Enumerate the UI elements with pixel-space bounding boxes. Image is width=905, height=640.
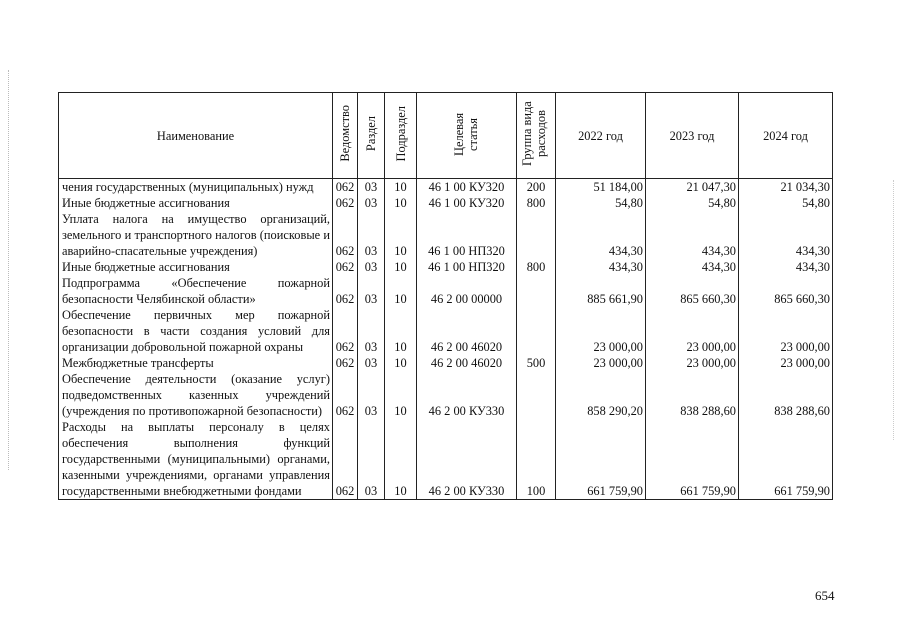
row-2022-value: 434,30 — [556, 259, 646, 275]
table-row — [59, 371, 833, 419]
row-name: Обеспечение первичных мер пожарной безопасности в части создания условий для организации добровольной пожарной охраны — [59, 307, 333, 355]
row-subsection: 10 — [385, 275, 417, 307]
row-section: 03 — [358, 275, 385, 307]
row-expense-group: 800 — [517, 259, 556, 275]
row-target-article: 46 1 00 НП320 — [417, 211, 517, 259]
row-name: Обеспечение деятельности (оказание услуг) подведомственных казенных учреждений (учреждения по противопожарной безопасности) — [59, 371, 333, 419]
row-subsection: 10 — [385, 419, 417, 500]
row-expense-group — [517, 371, 556, 419]
row-2024-value: 54,80 — [739, 195, 833, 211]
row-department: 062 — [333, 355, 358, 371]
row-section: 03 — [358, 307, 385, 355]
scan-edge-mark — [8, 70, 9, 470]
row-expense-group: 500 — [517, 355, 556, 371]
row-name: Иные бюджетные ассигнования — [59, 259, 333, 275]
row-name: Подпрограмма «Обеспечение пожарной безопасности Челябинской области» — [59, 275, 333, 307]
table-row — [59, 307, 833, 355]
row-department: 062 — [333, 371, 358, 419]
row-name: Иные бюджетные ассигнования — [59, 195, 333, 211]
header-expense-group: Группа вида расходов — [517, 93, 556, 179]
table-row — [59, 179, 833, 196]
row-2023-value: 434,30 — [646, 259, 739, 275]
row-department: 062 — [333, 275, 358, 307]
row-2022-value: 54,80 — [556, 195, 646, 211]
row-2023-value: 21 047,30 — [646, 179, 739, 196]
row-2024-value: 23 000,00 — [739, 355, 833, 371]
row-expense-group — [517, 275, 556, 307]
row-2022-value: 885 661,90 — [556, 275, 646, 307]
row-2023-value: 838 288,60 — [646, 371, 739, 419]
row-department: 062 — [333, 419, 358, 500]
row-section: 03 — [358, 419, 385, 500]
row-section: 03 — [358, 355, 385, 371]
row-2023-value: 23 000,00 — [646, 307, 739, 355]
row-2024-value: 838 288,60 — [739, 371, 833, 419]
row-section: 03 — [358, 211, 385, 259]
header-target-article: Целевая статья — [417, 93, 517, 179]
row-expense-group: 800 — [517, 195, 556, 211]
row-target-article: 46 1 00 НП320 — [417, 259, 517, 275]
table-row — [59, 211, 833, 259]
table-row — [59, 195, 833, 211]
row-target-article: 46 1 00 КУ320 — [417, 195, 517, 211]
row-2024-value: 434,30 — [739, 259, 833, 275]
page-number: 654 — [815, 588, 835, 603]
row-department: 062 — [333, 307, 358, 355]
table-row — [59, 275, 833, 307]
row-2024-value: 23 000,00 — [739, 307, 833, 355]
row-name: Расходы на выплаты персоналу в целях обеспечения выполнения функций государственными (муниципальными) органами, казенными учреждениями, органами управления государственными внебюджетными фондами — [59, 419, 333, 500]
row-department: 062 — [333, 211, 358, 259]
row-2024-value: 434,30 — [739, 211, 833, 259]
row-2022-value: 23 000,00 — [556, 355, 646, 371]
table-header-row — [59, 93, 833, 179]
row-2023-value: 661 759,90 — [646, 419, 739, 500]
row-section: 03 — [358, 179, 385, 196]
table-row — [59, 355, 833, 371]
row-2022-value: 858 290,20 — [556, 371, 646, 419]
row-department: 062 — [333, 259, 358, 275]
row-2022-value: 661 759,90 — [556, 419, 646, 500]
row-2023-value: 434,30 — [646, 211, 739, 259]
row-2022-value: 23 000,00 — [556, 307, 646, 355]
header-2022: 2022 год — [556, 93, 646, 179]
row-subsection: 10 — [385, 355, 417, 371]
row-subsection: 10 — [385, 307, 417, 355]
row-name: Уплата налога на имущество организаций, земельного и транспортного налогов (поисковые и аварийно-спасательные учреждения) — [59, 211, 333, 259]
row-target-article: 46 1 00 КУ320 — [417, 179, 517, 196]
row-2024-value: 865 660,30 — [739, 275, 833, 307]
row-subsection: 10 — [385, 195, 417, 211]
row-expense-group: 100 — [517, 419, 556, 500]
row-target-article: 46 2 00 46020 — [417, 307, 517, 355]
row-section: 03 — [358, 371, 385, 419]
row-subsection: 10 — [385, 179, 417, 196]
row-2022-value: 51 184,00 — [556, 179, 646, 196]
row-target-article: 46 2 00 00000 — [417, 275, 517, 307]
row-subsection: 10 — [385, 371, 417, 419]
row-expense-group — [517, 307, 556, 355]
header-name: Наименование — [59, 93, 333, 179]
scan-edge-mark — [893, 180, 894, 440]
header-subsection: Подраздел — [385, 93, 417, 179]
row-expense-group: 200 — [517, 179, 556, 196]
row-2024-value: 661 759,90 — [739, 419, 833, 500]
row-target-article: 46 2 00 КУ330 — [417, 419, 517, 500]
row-department: 062 — [333, 179, 358, 196]
row-subsection: 10 — [385, 211, 417, 259]
row-name: чения государственных (муниципальных) нужд — [59, 179, 333, 196]
row-2023-value: 54,80 — [646, 195, 739, 211]
table-row — [59, 259, 833, 275]
header-section: Раздел — [358, 93, 385, 179]
table-row — [59, 419, 833, 500]
budget-table — [58, 92, 833, 500]
row-target-article: 46 2 00 46020 — [417, 355, 517, 371]
header-2024: 2024 год — [739, 93, 833, 179]
header-2023: 2023 год — [646, 93, 739, 179]
row-target-article: 46 2 00 КУ330 — [417, 371, 517, 419]
row-2022-value: 434,30 — [556, 211, 646, 259]
row-section: 03 — [358, 259, 385, 275]
row-2023-value: 23 000,00 — [646, 355, 739, 371]
row-section: 03 — [358, 195, 385, 211]
row-2024-value: 21 034,30 — [739, 179, 833, 196]
header-department: Ведомство — [333, 93, 358, 179]
row-2023-value: 865 660,30 — [646, 275, 739, 307]
row-subsection: 10 — [385, 259, 417, 275]
row-name: Межбюджетные трансферты — [59, 355, 333, 371]
row-expense-group — [517, 211, 556, 259]
row-department: 062 — [333, 195, 358, 211]
